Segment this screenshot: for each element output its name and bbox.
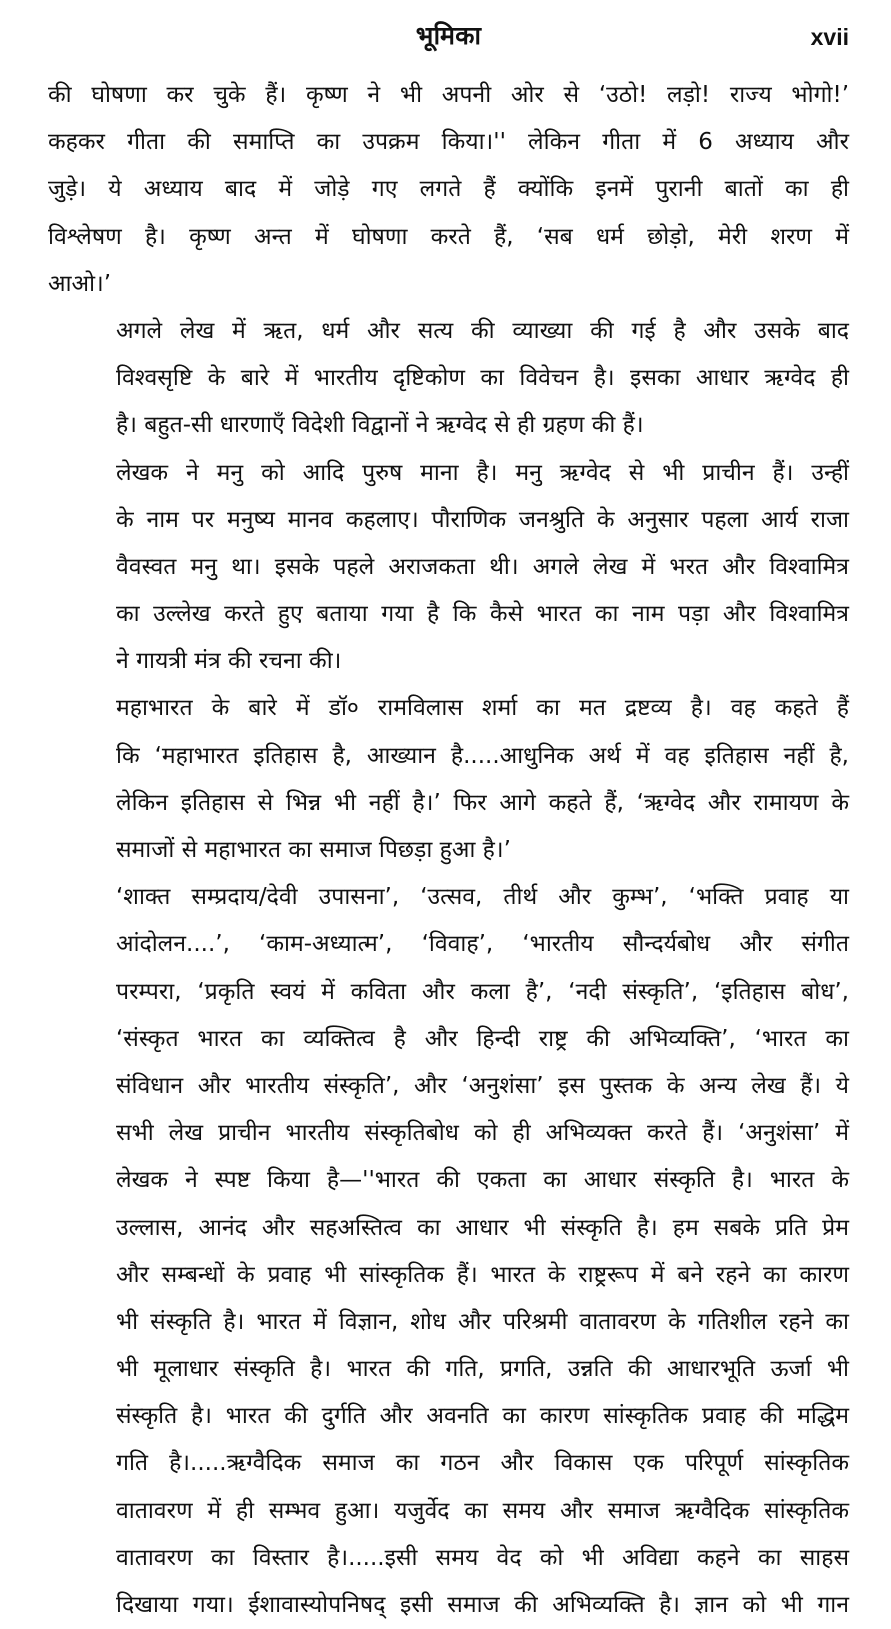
text-line: भी मूलाधार संस्कृति है। भारत की गति, प्रगति, उन्नति की आधारभूति ऊर्जा भी [116,1356,849,1383]
text-line: विश्वसृष्टि के बारे में भारतीय दृष्टिकोण का विवेचन है। इसका आधार ऋग्वेद ही [116,365,849,392]
text-line: वैवस्वत मनु था। इसके पहले अराजकता थी। अगले लेख में भरत और विश्वामित्र [116,553,849,580]
text-line: लेखक ने मनु को आदि पुरुष माना है। मनु ऋग्वेद से भी प्राचीन हैं। उन्हीं [116,459,849,486]
text-line: गति है।.....ऋग्वैदिक समाज का गठन और विकास एक परिपूर्ण सांस्कृतिक [116,1450,849,1477]
text-line: कहकर गीता की समाप्ति का उपक्रम किया।'' लेकिन गीता में 6 अध्याय और [48,129,849,156]
text-line: कि ‘महाभारत इतिहास है, आख्यान है.....आधुनिक अर्थ में वह इतिहास नहीं है, [116,742,849,769]
text-line: आंदोलन....’, ‘काम-अध्यात्म’, ‘विवाह’, ‘भारतीय सौन्दर्यबोध और संगीत [116,931,849,958]
text-line: सभी लेख प्राचीन भारतीय संस्कृतिबोध को ही अभिव्यक्त करते हैं। ‘अनुशंसा’ में [116,1120,849,1147]
text-line: का उल्लेख करते हुए बताया गया है कि कैसे भारत का नाम पड़ा और विश्वामित्र [116,601,849,628]
page-number: xvii [810,24,849,50]
paragraph [48,450,849,686]
text-line: परम्परा, ‘प्रकृति स्वयं में कविता और कला है’, ‘नदी संस्कृति’, ‘इतिहास बोध’, [116,978,849,1005]
text-line: अगले लेख में ऋत, धर्म और सत्य की व्याख्या की गई है और उसके बाद [116,317,849,344]
text-line: वातावरण में ही सम्भव हुआ। यजुर्वेद का समय और समाज ऋग्वैदिक सांस्कृतिक [116,1497,849,1524]
text-line: लेकिन इतिहास से भिन्न भी नहीं है।’ फिर आगे कहते हैं, ‘ऋग्वेद और रामायण के [116,789,849,816]
text-line: और सम्बन्धों के प्रवाह भी सांस्कृतिक हैं। भारत के राष्ट्ररूप में बने रहने का कारण [116,1261,849,1288]
text-line: ‘शाक्त सम्प्रदाय/देवी उपासना’, ‘उत्सव, तीर्थ और कुम्भ’, ‘भक्ति प्रवाह या [116,884,849,911]
text-line: संविधान और भारतीय संस्कृति’, और ‘अनुशंसा’ इस पुस्तक के अन्य लेख हैं। ये [116,1072,849,1099]
body-text [48,72,849,1618]
paragraph [48,874,849,1629]
text-line: उल्लास, आनंद और सहअस्तित्व का आधार भी संस्कृति है। हम सबके प्रति प्रेम [116,1214,849,1241]
text-line: वातावरण का विस्तार है।.....इसी समय वेद को भी अविद्या कहने का साहस [116,1544,849,1571]
text-line: विश्लेषण है। कृष्ण अन्त में घोषणा करते हैं, ‘सब धर्म छोड़ो, मेरी शरण में [48,223,849,250]
text-line: है। बहुत-सी धारणाएँ विदेशी विद्वानों ने ऋग्वेद से ही ग्रहण की हैं। [116,412,644,439]
text-line: ‘संस्कृत भारत का व्यक्तित्व है और हिन्दी राष्ट्र की अभिव्यक्ति’, ‘भारत का [116,1025,849,1052]
text-line: लेखक ने स्पष्ट किया है—''भारत की एकता का आधार संस्कृति है। भारत के [116,1167,849,1194]
text-line: भी संस्कृति है। भारत में विज्ञान, शोध और परिश्रमी वातावरण के गतिशील रहने का [116,1308,849,1335]
text-line: की घोषणा कर चुके हैं। कृष्ण ने भी अपनी ओर से ‘उठो! लड़ो! राज्य भोगो!’ [48,82,849,108]
page-header [48,14,849,54]
text-line: महाभारत के बारे में डॉ० रामविलास शर्मा का मत द्रष्टव्य है। वह कहते हैं [116,695,849,722]
text-line: संस्कृति है। भारत की दुर्गति और अवनति का कारण सांस्कृतिक प्रवाह की मद्धिम [116,1403,849,1430]
text-line: ने गायत्री मंत्र की रचना की। [116,648,342,675]
text-line: दिखाया गया। ईशावास्योपनिषद् इसी समाज की अभिव्यक्ति है। ज्ञान को भी गान [116,1592,849,1618]
paragraph [48,72,849,308]
text-line: आओ।’ [48,270,112,297]
paragraph [48,308,849,450]
running-title: भूमिका [415,21,482,50]
paragraph [48,685,849,874]
text-line: के नाम पर मनुष्य मानव कहलाए। पौराणिक जनश्रुति के अनुसार पहला आर्य राजा [116,506,849,533]
text-line: जुड़े। ये अध्याय बाद में जोड़े गए लगते हैं क्योंकि इनमें पुरानी बातों का ही [48,176,849,203]
text-line: समाजों से महाभारत का समाज पिछड़ा हुआ है।’ [116,837,511,863]
